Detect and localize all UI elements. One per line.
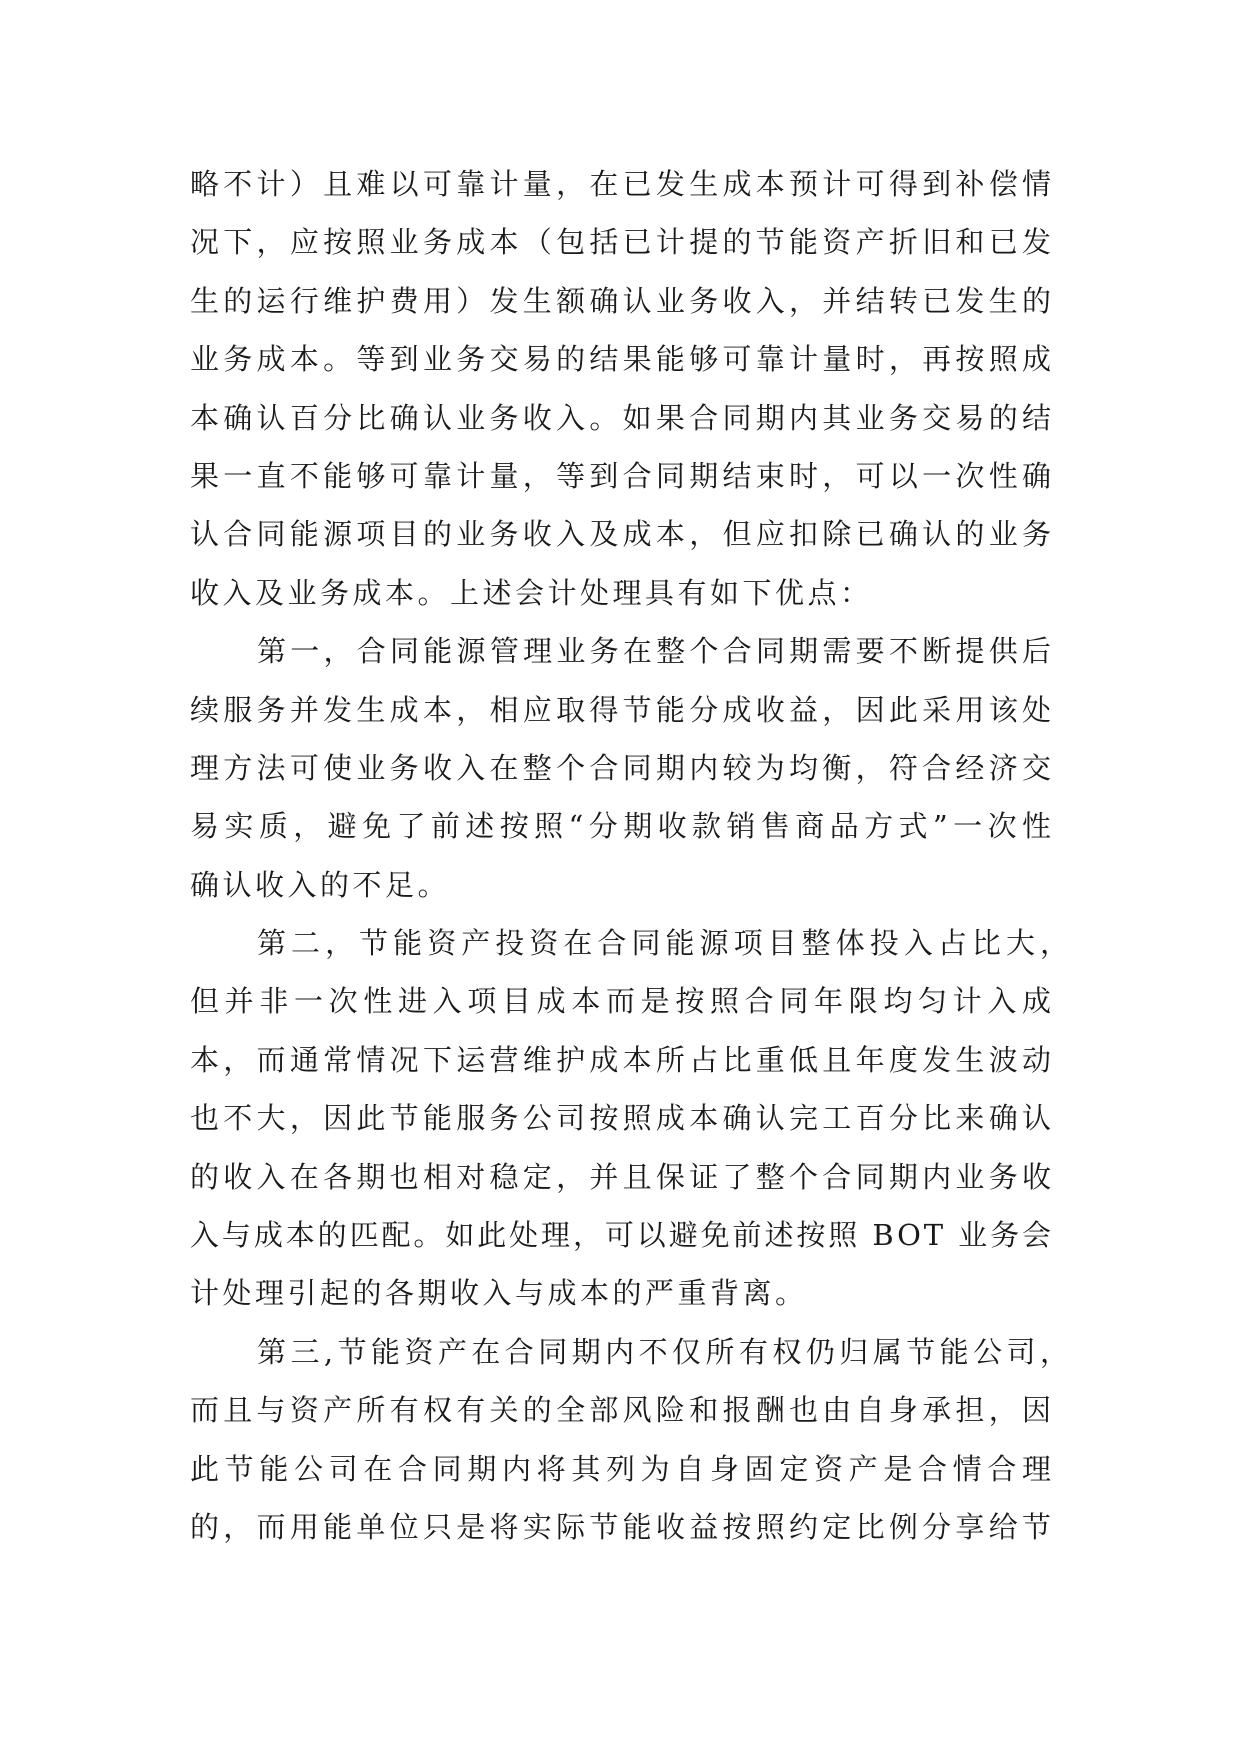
text-line: 第一，合同能源管理业务在整个合同期需要不断提供后 xyxy=(257,634,1056,669)
text-line: 也不大，因此节能服务公司按照成本确认完工百分比来确认 xyxy=(190,1101,1056,1136)
paragraph xyxy=(190,914,1075,1323)
text-line: 的收入在各期也相对稳定，并且保证了整个合同期内业务收 xyxy=(190,1159,1056,1194)
text-line: 续服务并发生成本，相应取得节能分成收益，因此采用该处 xyxy=(190,692,1056,727)
text-line: 而且与资产所有权有关的全部风险和报酬也由自身承担，因 xyxy=(190,1393,1056,1428)
paragraph xyxy=(190,1323,1074,1557)
text-line: 收入及业务成本。上述会计处理具有如下优点： xyxy=(190,575,873,610)
text-line: 第三,节能资产在合同期内不仅所有权仍归属节能公司， xyxy=(257,1334,1074,1369)
text-line: 此节能公司在合同期内将其列为自身固定资产是合情合理 xyxy=(190,1451,1057,1486)
text-line: 本，而通常情况下运营维护成本所占比重低且年度发生波动 xyxy=(190,1042,1056,1077)
text-line: 易实质，避免了前述按照“分期收款销售商品方式”一次性 xyxy=(190,809,1057,844)
text-line: 认合同能源项目的业务收入及成本，但应扣除已确认的业务 xyxy=(190,517,1056,552)
text-line: 业务成本。等到业务交易的结果能够可靠计量时，再按照成 xyxy=(190,342,1056,377)
text-line: 第二，节能资产投资在合同能源项目整体投入占比大， xyxy=(257,926,1075,961)
body-text xyxy=(190,155,1075,1556)
text-line: 计处理引起的各期收入与成本的严重背离。 xyxy=(190,1276,808,1311)
text-line: 况下，应按照业务成本（包括已计提的节能资产折旧和已发 xyxy=(190,225,1056,260)
text-line: 入与成本的匹配。如此处理，可以避免前述按照 BOT 业务会 xyxy=(190,1218,1054,1253)
text-line: 果一直不能够可靠计量，等到合同期结束时，可以一次性确 xyxy=(190,458,1056,493)
text-line: 确认收入的不足。 xyxy=(190,867,451,902)
text-line: 生的运行维护费用）发生额确认业务收入，并结转已发生的 xyxy=(190,283,1056,318)
text-line: 本确认百分比确认业务收入。如果合同期内其业务交易的结 xyxy=(190,400,1056,435)
paragraph xyxy=(190,155,1056,622)
text-line: 但并非一次性进入项目成本而是按照合同年限均匀计入成 xyxy=(190,984,1057,1019)
text-line: 的，而用能单位只是将实际节能收益按照约定比例分享给节 xyxy=(190,1509,1056,1544)
paragraph xyxy=(190,622,1057,914)
text-line: 略不计）且难以可靠计量，在已发生成本预计可得到补偿情 xyxy=(190,167,1056,201)
text-line: 理方法可使业务收入在整个合同期内较为均衡，符合经济交 xyxy=(190,750,1056,785)
